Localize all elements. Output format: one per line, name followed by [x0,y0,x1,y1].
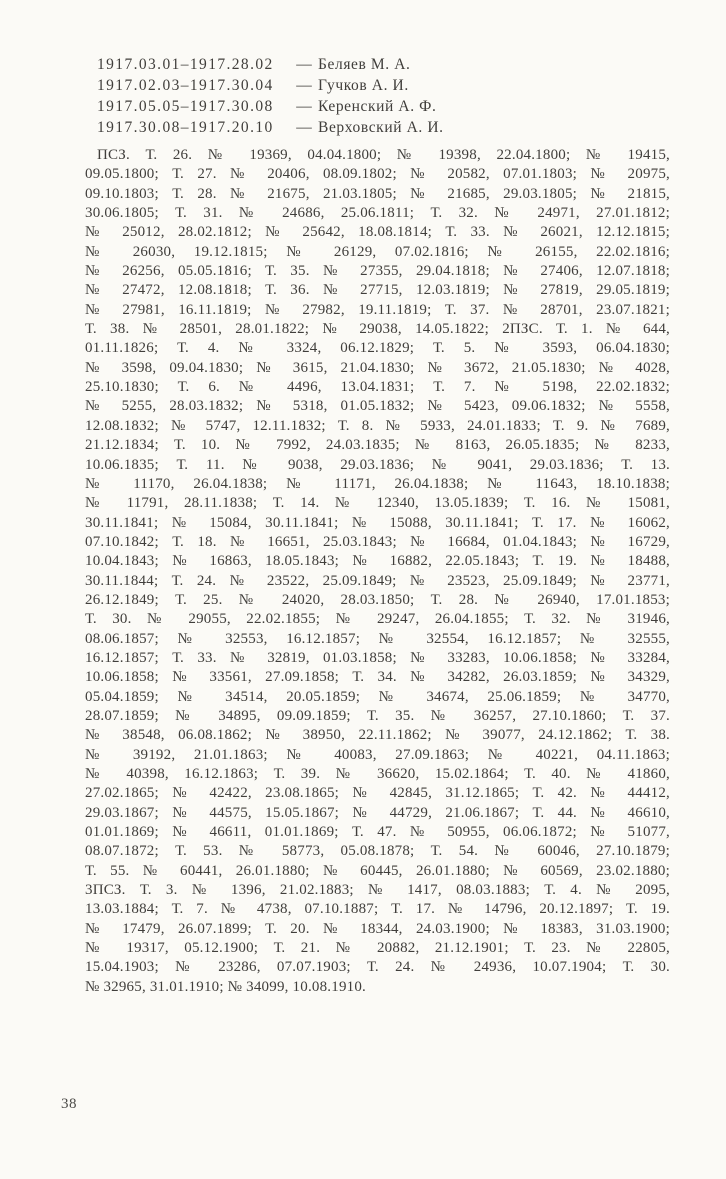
reference-line: 08.07.1872; Т. 53. № 58773, 05.08.1878; Т. 54. № 60046, 27.10.1879; [85,843,670,860]
minister-name: Беляев М. А. [318,56,411,73]
reference-line: 10.04.1843; № 16863, 18.05.1843; № 16882, 22.05.1843; Т. 19. № 18488, [85,553,670,570]
reference-line: Т. 55. № 60441, 26.01.1880; № 60445, 26.01.1880; № 60569, 23.02.1880; [85,862,670,879]
reference-line: 13.03.1884; Т. 7. № 4738, 07.10.1887; Т. 17. № 14796, 20.12.1897; Т. 19. [85,901,670,918]
minister-period: 1917.03.01–1917.28.02 [97,56,274,73]
reference-line: № 25012, 28.02.1812; № 25642, 18.08.1814; Т. 33. № 26021, 12.12.1815; [85,224,670,241]
reference-line: 01.11.1826; Т. 4. № 3324, 06.12.1829; Т. 5. № 3593, 06.04.1830; [85,340,670,357]
reference-line: ПСЗ. Т. 26. № 19369, 04.04.1800; № 19398, 22.04.1800; № 19415, [97,147,670,163]
reference-line: 3ПСЗ. Т. 3. № 1396, 21.02.1883; № 1417, 08.03.1883; Т. 4. № 2095, [85,882,670,899]
reference-line: 10.06.1835; Т. 11. № 9038, 29.03.1836; № 9041, 29.03.1836; Т. 13. [85,456,670,473]
reference-line: 26.12.1849; Т. 25. № 24020, 28.03.1850; Т. 28. № 26940, 17.01.1853; [85,591,670,608]
reference-line: 16.12.1857; Т. 33. № 32819, 01.03.1858; № 33283, 10.06.1858; № 33284, [85,649,670,666]
reference-line: 21.12.1834; Т. 10. № 7992, 24.03.1835; № 8163, 26.05.1835; № 8233, [85,437,670,454]
reference-line: № 39192, 21.01.1863; № 40083, 27.09.1863; № 40221, 04.11.1863; [85,746,670,763]
reference-line: № 11170, 26.04.1838; № 11171, 26.04.1838; № 11643, 18.10.1838; [85,475,670,492]
reference-line: № 19317, 05.12.1900; Т. 21. № 20882, 21.12.1901; Т. 23. № 22805, [85,940,670,957]
page-number: 38 [61,1096,77,1112]
minister-row [97,117,444,138]
reference-line: № 3598, 09.04.1830; № 3615, 21.04.1830; № 3672, 21.05.1830; № 4028, [85,359,670,376]
reference-line: № 40398, 16.12.1863; Т. 39. № 36620, 15.02.1864; Т. 40. № 41860, [85,766,670,782]
reference-line: 12.08.1832; № 5747, 12.11.1832; Т. 8. № 5933, 24.01.1833; Т. 9. № 7689, [85,417,670,434]
minister-name: Верховский А. И. [318,119,444,136]
reference-line: Т. 38. № 28501, 28.01.1822; № 29038, 14.05.1822; 2ПЗС. Т. 1. № 644, [85,321,670,338]
reference-line: 30.11.1841; № 15084, 30.11.1841; № 15088, 30.11.1841; Т. 17. № 16062, [85,514,670,531]
reference-line: 10.06.1858; № 33561, 27.09.1858; Т. 34. № 34282, 26.03.1859; № 34329, [85,669,670,686]
minister-row [97,54,444,75]
reference-line: № 11791, 28.11.1838; Т. 14. № 12340, 13.05.1839; Т. 16. № 15081, [85,495,670,512]
reference-line: 27.02.1865; № 42422, 23.08.1865; № 42845, 31.12.1865; Т. 42. № 44412, [85,785,670,802]
reference-line: № 5255, 28.03.1832; № 5318, 01.05.1832; № 5423, 09.06.1832; № 5558, [85,398,670,415]
minister-row [97,75,444,96]
reference-line: 30.06.1805; Т. 31. № 24686, 25.06.1811; Т. 32. № 24971, 27.01.1812; [85,205,670,222]
reference-line: № 17479, 26.07.1899; Т. 20. № 18344, 24.03.1900; № 18383, 31.03.1900; [85,920,670,937]
minister-name: Гучков А. И. [318,77,409,94]
reference-line: 08.06.1857; № 32553, 16.12.1857; № 32554, 16.12.1857; № 32555, [85,630,670,647]
minister-period: 1917.30.08–1917.20.10 [97,119,274,136]
reference-line: 09.05.1800; Т. 27. № 20406, 08.09.1802; № 20582, 07.01.1803; № 20975, [85,166,670,183]
reference-line: № 27472, 12.08.1818; Т. 36. № 27715, 12.03.1819; № 27819, 29.05.1819; [85,282,670,299]
dash-separator: — [296,77,312,94]
reference-line: 29.03.1867; № 44575, 15.05.1867; № 44729, 21.06.1867; Т. 44. № 46610, [85,804,670,821]
reference-line: 25.10.1830; Т. 6. № 4496, 13.04.1831; Т. 7. № 5198, 22.02.1832; [85,379,670,396]
reference-line: 07.10.1842; Т. 18. № 16651, 25.03.1843; № 16684, 01.04.1843; № 16729, [85,533,670,550]
minister-period: 1917.05.05–1917.30.08 [97,98,274,115]
reference-line: № 26256, 05.05.1816; Т. 35. № 27355, 29.04.1818; № 27406, 12.07.1818; [85,263,670,280]
reference-line: 30.11.1844; Т. 24. № 23522, 25.09.1849; № 23523, 25.09.1849; № 23771, [85,572,670,589]
reference-line: № 38548, 06.08.1862; № 38950, 22.11.1862; № 39077, 24.12.1862; Т. 38. [85,727,670,744]
ministers-list [97,54,444,138]
reference-line: 15.04.1903; № 23286, 07.07.1903; Т. 24. № 24936, 10.07.1904; Т. 30. [85,959,670,976]
reference-line: 28.07.1859; № 34895, 09.09.1859; Т. 35. № 36257, 27.10.1860; Т. 37. [85,707,670,724]
dash-separator: — [296,119,312,136]
reference-line: № 26030, 19.12.1815; № 26129, 07.02.1816; № 26155, 22.02.1816; [85,243,670,260]
dash-separator: — [296,98,312,115]
minister-period: 1917.02.03–1917.30.04 [97,77,274,94]
reference-line: 01.01.1869; № 46611, 01.01.1869; Т. 47. № 50955, 06.06.1872; № 51077, [85,824,670,841]
reference-line: 09.10.1803; Т. 28. № 21675, 21.03.1805; № 21685, 29.03.1805; № 21815, [85,185,670,202]
minister-name: Керенский А. Ф. [318,98,437,115]
reference-line: Т. 30. № 29055, 22.02.1855; № 29247, 26.04.1855; Т. 32. № 31946, [85,611,670,628]
minister-row [97,96,444,117]
reference-line: № 32965, 31.01.1910; № 34099, 10.08.1910. [85,978,366,995]
dash-separator: — [296,56,312,73]
reference-line: № 27981, 16.11.1819; № 27982, 19.11.1819; Т. 37. № 28701, 23.07.1821; [85,301,670,318]
reference-line: 05.04.1859; № 34514, 20.05.1859; № 34674, 25.06.1859; № 34770, [85,688,670,705]
references-paragraph [85,146,670,997]
